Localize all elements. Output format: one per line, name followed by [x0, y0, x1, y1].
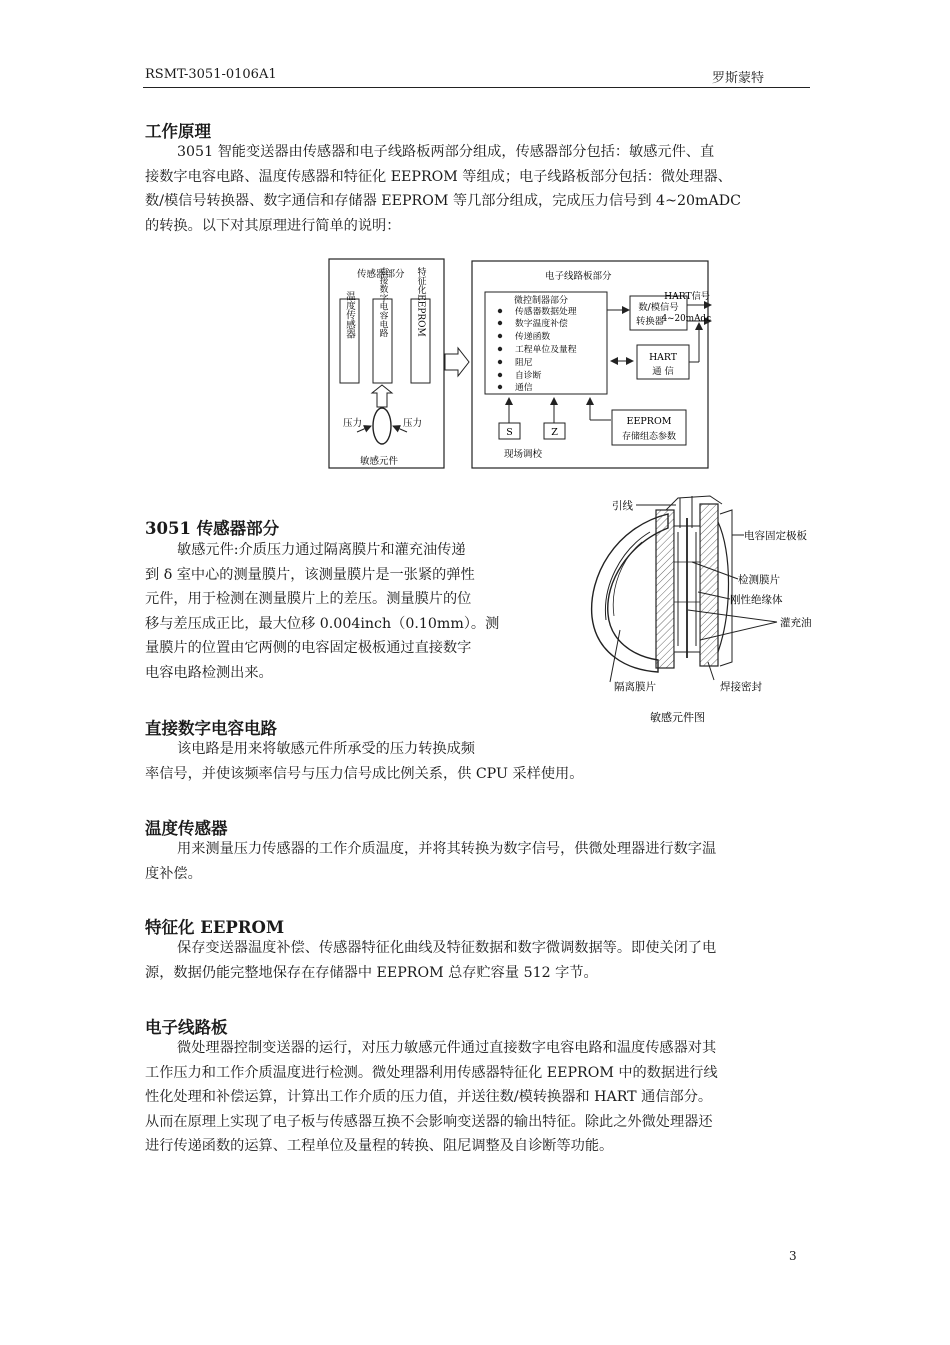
page-number: 3 — [789, 1249, 797, 1263]
eeprom-char-label: 特征化EEPROM — [415, 267, 426, 337]
text-line: 用来测量压力传感器的工作介质温度，并将其转换为数字信号，供微处理器进行数字温 — [177, 841, 717, 857]
text-line: 微处理器控制变送器的运行，对压力敏感元件通过直接数字电容电路和温度传感器对其 — [177, 1040, 717, 1056]
heading-working-principle: 工作原理 — [145, 122, 211, 141]
signal-up-arrow — [372, 385, 392, 407]
measuring-diaphragm-label: 检测膜片 — [738, 574, 780, 586]
text-line: 移与差压成正比，最大位移 0.004inch（0.10mm）。测 — [145, 615, 500, 632]
hart-signal-label: HART信号 — [664, 291, 710, 302]
sensor-part-title: 传感器部分 — [357, 269, 405, 280]
fixed-plate-label: 电容固定极板 — [744, 530, 807, 542]
text-line: 数/模信号转换器、数字通信和存储器 EEPROM 等几部分组成，完成压力信号到 4~20mADC — [145, 193, 741, 209]
text-line: 进行传递函数的运算、工程单位及量程的转换、阻尼调整及自诊断等功能。 — [145, 1138, 614, 1154]
text-line: 度补偿。 — [145, 865, 202, 882]
text-line: 工作压力和工作介质温度进行检测。微处理器利用传感器特征化 EEPROM 中的数据进行线 — [145, 1064, 718, 1081]
eeprom-storage-line1: EEPROM — [626, 416, 672, 427]
paragraph-sensor-part — [145, 538, 499, 685]
sensing-element-label: 敏感元件 — [360, 456, 399, 467]
transmitter-block-diagram — [327, 257, 713, 471]
fill-oil-label: 灌充油 — [780, 617, 812, 629]
temp-sensor-label: 温度传感器 — [344, 291, 355, 339]
dac-label-line2: 转换器 — [636, 316, 664, 327]
text-line: 3051 智能变送器由传感器和电子线路板两部分组成，传感器部分包括：敏感元件、直 — [177, 144, 715, 160]
paragraph-electronic-board — [145, 1036, 718, 1159]
microcontroller-title: 微控制器部分 — [514, 296, 569, 306]
pressure-right-label: 压力 — [403, 418, 423, 429]
field-calibration-label: 现场调校 — [504, 449, 543, 460]
output-signal-label: 4~20mAdc — [661, 314, 711, 324]
weld-seal-label: 焊接密封 — [720, 681, 762, 693]
paragraph-capacitance-circuit — [145, 737, 583, 786]
text-line: 该电路是用来将敏感元件所承受的压力转换成频 — [177, 741, 475, 757]
paragraph-working-principle — [145, 140, 741, 238]
text-line: 性化处理和补偿运算，计算出工作介质的压力值，并送往数/模转换器和 HART 通信部分。 — [145, 1089, 713, 1105]
microcontroller-item: 工程单位及量程 — [515, 345, 577, 355]
header-rule — [143, 87, 810, 88]
figure-caption: 敏感元件图 — [650, 711, 705, 724]
heading-temperature-sensor: 温度传感器 — [145, 819, 228, 838]
sensing-element-drawing — [592, 496, 732, 672]
hart-comm-line2: 通 信 — [652, 366, 674, 377]
text-line: 量膜片的位置由它两侧的电容固定极板通过直接数字 — [145, 640, 472, 656]
heading-sensor-part: 3051 传感器部分 — [145, 519, 280, 538]
text-line: 率信号，并使该频率信号与压力信号成比例关系，供 CPU 采样使用。 — [145, 765, 584, 782]
microcontroller-item: 传感器数据处理 — [515, 307, 577, 317]
text-line: 到 δ 室中心的测量膜片，该测量膜片是一张紧的弹性 — [145, 566, 475, 583]
pressure-left-label: 压力 — [343, 418, 363, 429]
paragraph-eeprom — [145, 936, 716, 985]
heading-eeprom: 特征化 EEPROM — [145, 918, 285, 937]
hart-comm-line1: HART — [649, 352, 677, 363]
text-line: 接数字电容电路、温度传感器和特征化 EEPROM 等组成；电子线路板部分包括：微处理器、 — [145, 168, 732, 185]
microcontroller-item: 数字温度补偿 — [515, 319, 568, 329]
s-button-label: S — [506, 427, 513, 438]
rigid-insulator-label: 刚性绝缘体 — [730, 594, 783, 606]
microcontroller-item: 自诊断 — [515, 371, 542, 381]
dac-label-line1: 数/模信号 — [638, 302, 679, 313]
heading-capacitance-circuit: 直接数字电容电路 — [145, 719, 277, 738]
text-line: 敏感元件:介质压力通过隔离膜片和灌充油传递 — [177, 542, 466, 558]
text-line: 源，数据仍能完整地保存在存储器中 EEPROM 总存贮容量 512 字节。 — [145, 964, 598, 981]
microcontroller-item: 传递函数 — [515, 332, 551, 342]
text-line: 的转换。以下对其原理进行简单的说明： — [145, 217, 401, 234]
document-code: RSMT-3051-0106A1 — [145, 67, 277, 82]
board-part-title: 电子线路板部分 — [545, 271, 612, 282]
text-line: 元件，用于检测在测量膜片上的差压。测量膜片的位 — [145, 591, 472, 607]
sensing-element-shape — [373, 408, 391, 444]
isolation-diaphragm-label: 隔离膜片 — [614, 681, 656, 693]
connection-arrow — [445, 348, 469, 376]
microcontroller-item-list — [498, 305, 577, 393]
capacitance-circuit-label: 直接数字电容电路 — [377, 266, 388, 338]
lead-wire-label: 引线 — [612, 500, 633, 512]
text-line: 电容电路检测出来。 — [145, 664, 273, 681]
eeprom-storage-line2: 存储组态参数 — [621, 432, 677, 442]
sensing-element-figure — [580, 492, 825, 728]
z-button-label: Z — [551, 427, 558, 438]
heading-electronic-board: 电子线路板 — [145, 1018, 228, 1037]
text-line: 保存变送器温度补偿、传感器特征化曲线及特征数据和数字微调数据等。即使关闭了电 — [177, 940, 717, 956]
company-name: 罗斯蒙特 — [712, 71, 765, 86]
microcontroller-item: 通信 — [515, 383, 533, 393]
text-line: 从而在原理上实现了电子板与传感器互换不会影响变送器的输出特征。除此之外微处理器还 — [145, 1113, 713, 1130]
paragraph-temperature-sensor — [145, 837, 716, 886]
microcontroller-item: 阻尼 — [515, 358, 533, 368]
